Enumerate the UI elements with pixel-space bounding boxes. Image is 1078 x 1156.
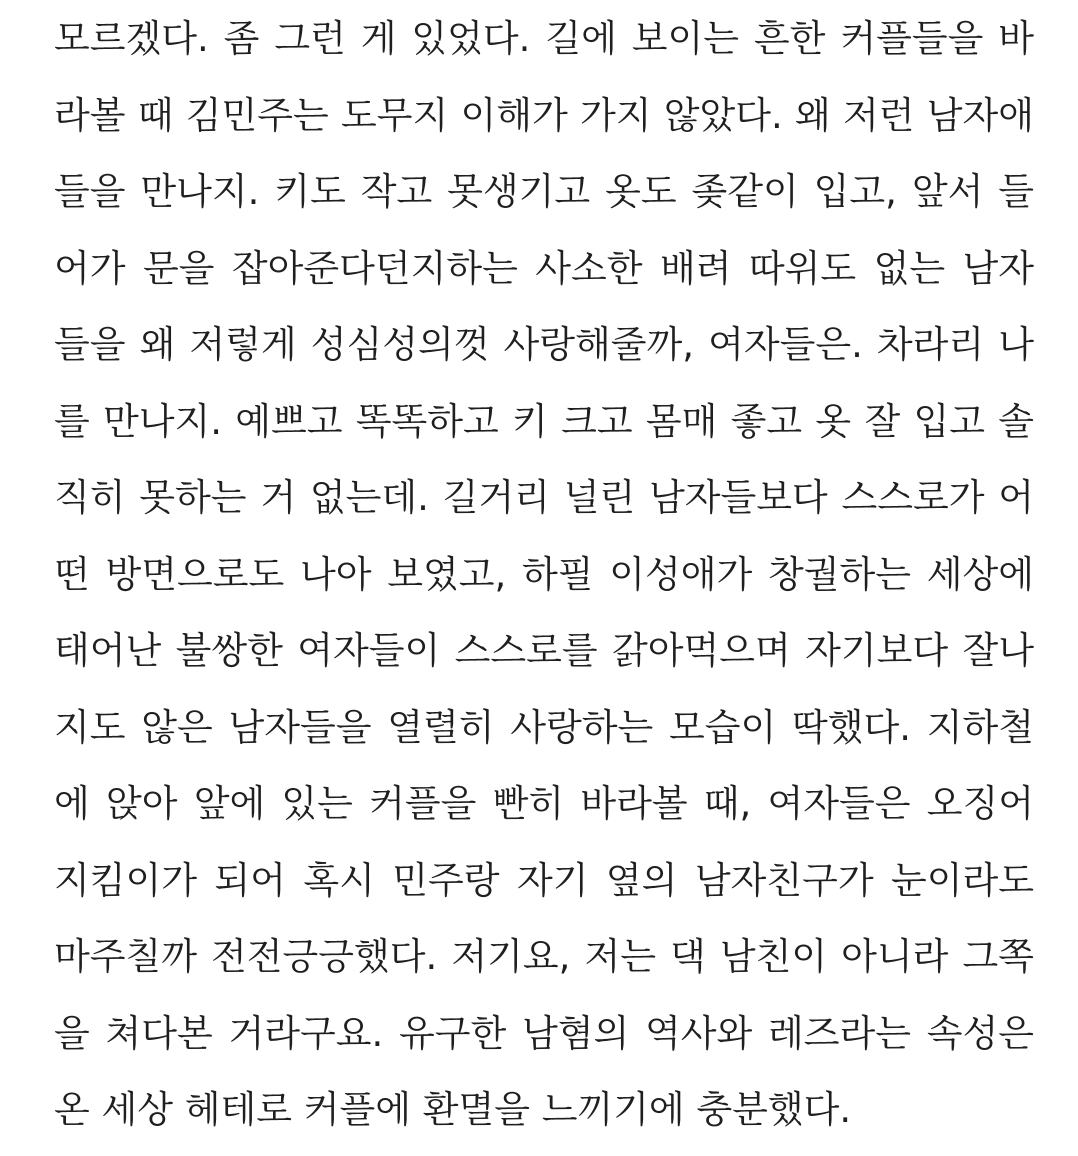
text-body [54, 8, 1034, 1156]
text-line: 를 만나지. 예쁘고 똑똑하고 키 크고 몸매 좋고 옷 잘 입고 솔 [54, 399, 1034, 443]
text-line: 지킴이가 되어 혹시 민주랑 자기 옆의 남자친구가 눈이라도 [54, 858, 1034, 902]
text-line: 모르겠다. 좀 그런 게 있었다. 길에 보이는 흔한 커플들을 바 [54, 17, 1034, 60]
text-line: 들을 왜 저렇게 성심성의껏 사랑해줄까, 여자들은. 차라리 나 [54, 323, 1034, 366]
text-line: 어가 문을 잡아준다던지하는 사소한 배려 따위도 없는 남자 [54, 246, 1034, 290]
text-line: 에 앉아 앞에 있는 커플을 빤히 바라볼 때, 여자들은 오징어 [54, 782, 1034, 825]
text-line: 직히 못하는 거 없는데. 길거리 널린 남자들보다 스스로가 어 [54, 476, 1034, 519]
text-line: 들을 만나지. 키도 작고 못생기고 옷도 좆같이 입고, 앞서 들 [54, 170, 1034, 213]
text-line: 마주칠까 전전긍긍했다. 저기요, 저는 댁 남친이 아니라 그쪽 [54, 935, 1034, 978]
text-line: 을 쳐다본 거라구요. 유구한 남혐의 역사와 레즈라는 속성은 [54, 1011, 1034, 1055]
text-line: 떤 방면으로도 나아 보였고, 하필 이성애가 창궐하는 세상에 [54, 552, 1034, 596]
text-line: 온 세상 헤테로 커플에 환멸을 느끼기에 충분했다. [54, 1088, 852, 1131]
text-line: 태어난 불쌍한 여자들이 스스로를 갉아먹으며 자기보다 잘나 [54, 629, 1034, 672]
text-line: 지도 않은 남자들을 열렬히 사랑하는 모습이 딱했다. 지하철 [54, 705, 1034, 749]
text-line: 라볼 때 김민주는 도무지 이해가 가지 않았다. 왜 저런 남자애 [54, 93, 1034, 137]
